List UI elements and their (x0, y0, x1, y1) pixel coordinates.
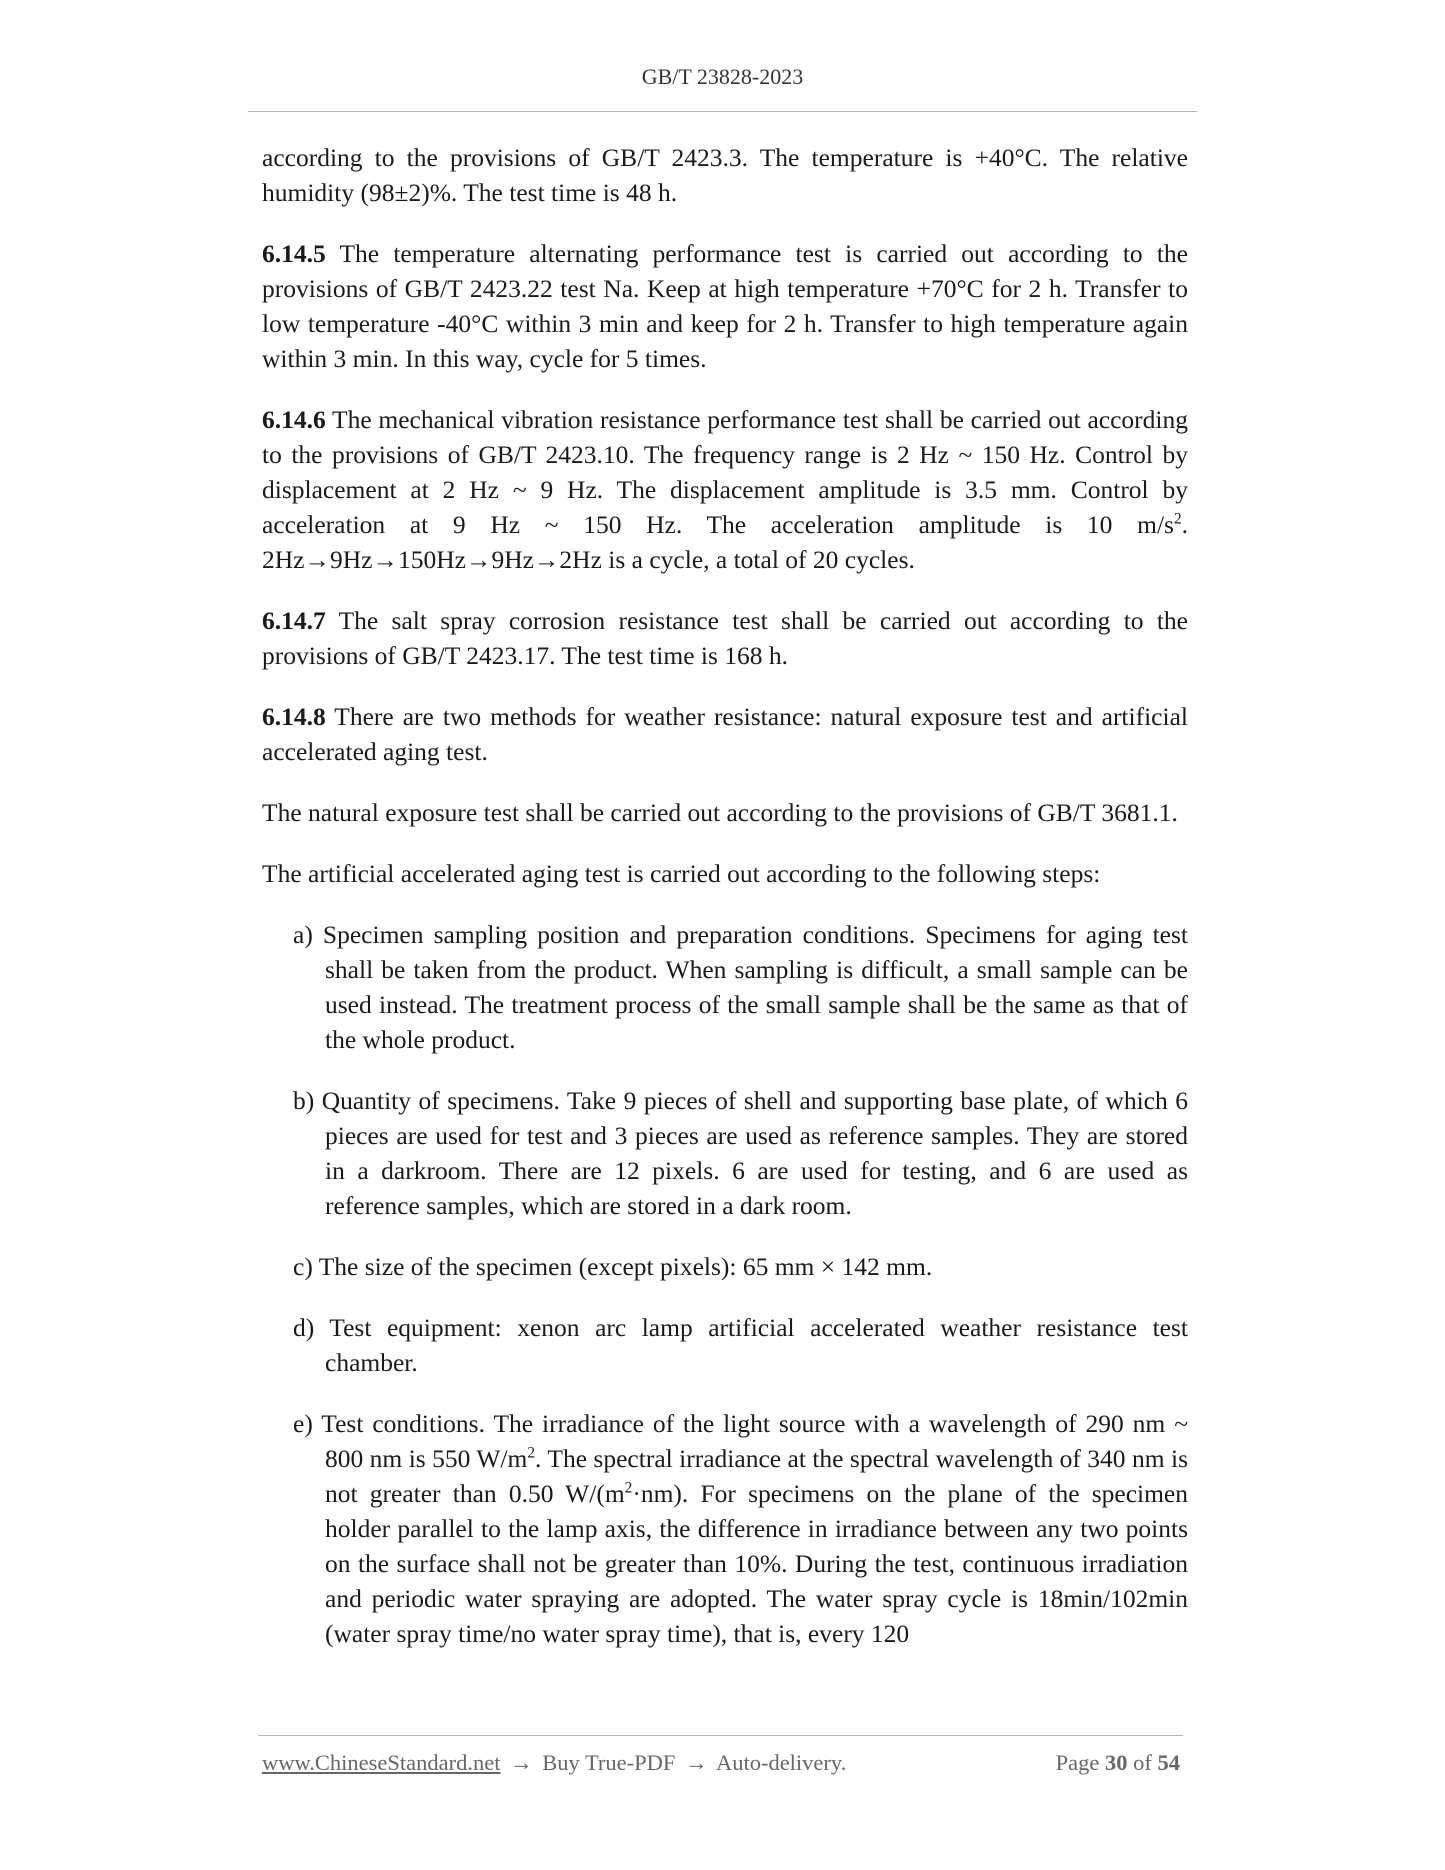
of-label: of (1133, 1750, 1152, 1775)
item-text: ·nm). For specimens on the plane of the specimen holder parallel to the lamp axis, the difference in irradiance between any two points on the surface shall not be greater than 10%. During the test, continuous irradiation and periodic water spraying are adopted. The water spray cycle is 18min/102min (water spray time/no water spray time), that is, every 120 (325, 1479, 1189, 1648)
clause-text: The temperature alternating performance test is carried out according to the provisions of GB/T 2423.22 test Na. Keep at high temperature +70°C for 2 h. Transfer to low temperature -40°C within 3 min and keep for 2 h. Transfer to high temperature again within 3 min. In this way, cycle for 5 times. (262, 239, 1188, 373)
superscript: 2 (527, 1444, 536, 1462)
clause-text: The salt spray corrosion resistance test shall be carried out according to the provisions of GB/T 2423.17. The test time is 168 h. (262, 606, 1188, 670)
clause-number: 6.14.8 (262, 702, 326, 731)
clause-6-14-6 (262, 402, 1188, 577)
header-divider (248, 111, 1197, 112)
item-text: e) Test conditions. The irradiance of the light source with a wavelength of 290 nm ~ 800 nm is 550 W/m (293, 1409, 1188, 1473)
clause-number: 6.14.5 (262, 239, 326, 268)
page-label: Page (1055, 1750, 1100, 1775)
document-body (262, 140, 1188, 1677)
auto-delivery-text: Auto-delivery. (715, 1750, 847, 1775)
footer-links (262, 1750, 846, 1776)
buy-pdf-text: Buy True-PDF (542, 1750, 676, 1775)
page-indicator (1056, 1750, 1180, 1776)
superscript: 2 (624, 1479, 633, 1497)
steps-intro-paragraph: The artificial accelerated aging test is carried out according to the following steps: (262, 859, 1101, 888)
natural-exposure-paragraph: The natural exposure test shall be carried out according to the provisions of GB/T 3681.1. (262, 798, 1178, 827)
list-item-d: d) Test equipment: xenon arc lamp artificial accelerated weather resistance test chamber. (293, 1313, 1188, 1377)
page-current: 30 (1105, 1750, 1128, 1775)
site-link[interactable]: www.ChineseStandard.net (262, 1750, 501, 1775)
superscript: 2 (1173, 510, 1182, 528)
page-total: 54 (1157, 1750, 1180, 1775)
clause-6-14-5 (262, 236, 1188, 376)
arrow-right-icon: → (510, 1750, 533, 1775)
list-item-b: b) Quantity of specimens. Take 9 pieces of shell and supporting base plate, of which 6 pieces are used for test and 3 pieces are used as reference samples. They are stored in a darkroom. There are 12 pixels. 6 are used for testing, and 6 are used as reference samples, which are stored in a dark room. (293, 1086, 1188, 1220)
clause-number: 6.14.6 (262, 405, 326, 434)
item-text: . The spectral irradiance at the spectral wavelength of 340 nm is not greater than 0.50 W/(m (325, 1444, 1189, 1508)
clause-6-14-7 (262, 603, 1188, 673)
list-item-a: a) Specimen sampling position and preparation conditions. Specimens for aging test shall be taken from the product. When sampling is difficult, a small sample can be used instead. The treatment process of the small sample shall be the same as that of the whole product. (293, 920, 1188, 1054)
clause-text-end: . 2Hz→9Hz→150Hz→9Hz→2Hz is a cycle, a total of 20 cycles. (262, 510, 1188, 574)
clause-number: 6.14.7 (262, 606, 326, 635)
page-header-title: GB/T 23828-2023 (641, 64, 804, 89)
clause-6-14-8 (262, 699, 1188, 769)
clause-text: The mechanical vibration resistance performance test shall be carried out according to the provisions of GB/T 2423.10. The frequency range is 2 Hz ~ 150 Hz. Control by displacement at 2 Hz ~ 9 Hz. The displacement amplitude is 3.5 mm. Control by acceleration at 9 Hz ~ 150 Hz. The acceleration amplitude is 10 m/s (262, 405, 1188, 539)
footer-divider (258, 1735, 1183, 1736)
arrow-right-icon: → (685, 1750, 708, 1775)
list-item-c: c) The size of the specimen (except pixels): 65 mm × 142 mm. (293, 1252, 933, 1281)
clause-text: There are two methods for weather resistance: natural exposure test and artificial accelerated aging test. (262, 702, 1188, 766)
continued-paragraph: according to the provisions of GB/T 2423.3. The temperature is +40°C. The relative humidity (98±2)%. The test time is 48 h. (262, 143, 1188, 207)
list-item-e (293, 1406, 1188, 1651)
